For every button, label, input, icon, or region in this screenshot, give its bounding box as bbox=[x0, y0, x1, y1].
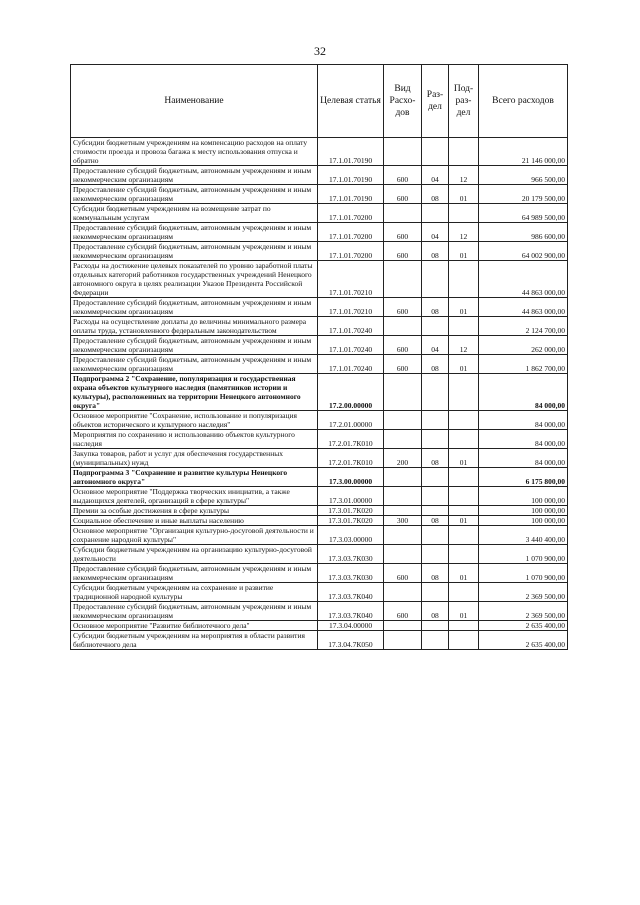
row-total: 44 863 000,00 bbox=[479, 261, 568, 298]
table-row bbox=[71, 261, 568, 298]
row-name: Основное мероприятие "Организация культурно-досуговой деятельности и сохранение народной культуры" bbox=[71, 526, 318, 545]
row-code: 17.1.01.70240 bbox=[318, 355, 384, 374]
row-podrazdel: 01 bbox=[449, 355, 479, 374]
header-razdel: Раз-дел bbox=[422, 65, 449, 138]
row-code: 17.1.01.70200 bbox=[318, 223, 384, 242]
row-razdel bbox=[422, 430, 449, 449]
row-total: 100 000,00 bbox=[479, 516, 568, 526]
row-name: Предоставление субсидий бюджетным, автономным учреждениям и иным некоммерческим организациям bbox=[71, 564, 318, 583]
row-razdel: 08 bbox=[422, 564, 449, 583]
row-podrazdel bbox=[449, 621, 479, 631]
row-vid bbox=[384, 261, 422, 298]
row-code: 17.3.03.00000 bbox=[318, 526, 384, 545]
row-name: Основное мероприятие "Развитие библиотечного дела" bbox=[71, 621, 318, 631]
table-row bbox=[71, 487, 568, 506]
row-name: Субсидии бюджетным учреждениям на компенсацию расходов на оплату стоимости проезда и провоза багажа к месту использования отпуска и обратно bbox=[71, 138, 318, 166]
row-razdel bbox=[422, 261, 449, 298]
row-vid bbox=[384, 204, 422, 223]
row-name: Субсидии бюджетным учреждениям на возмещение затрат по коммунальным услугам bbox=[71, 204, 318, 223]
table-row bbox=[71, 317, 568, 336]
row-code: 17.3.03.7К030 bbox=[318, 545, 384, 564]
table-row bbox=[71, 545, 568, 564]
row-code: 17.2.00.00000 bbox=[318, 374, 384, 411]
row-podrazdel: 01 bbox=[449, 185, 479, 204]
row-vid bbox=[384, 526, 422, 545]
row-podrazdel: 01 bbox=[449, 298, 479, 317]
row-razdel bbox=[422, 411, 449, 430]
row-razdel bbox=[422, 204, 449, 223]
row-total: 100 000,00 bbox=[479, 506, 568, 516]
row-razdel: 08 bbox=[422, 516, 449, 526]
row-code: 17.1.01.70200 bbox=[318, 242, 384, 261]
row-name: Расходы на осуществление доплаты до величины минимального размера оплаты труда, установленного федеральным законодательством bbox=[71, 317, 318, 336]
row-total: 3 440 400,00 bbox=[479, 526, 568, 545]
row-podrazdel bbox=[449, 506, 479, 516]
row-code: 17.3.01.7К020 bbox=[318, 506, 384, 516]
row-code: 17.2.01.00000 bbox=[318, 411, 384, 430]
row-vid: 200 bbox=[384, 449, 422, 468]
row-name: Предоставление субсидий бюджетным, автономным учреждениям и иным некоммерческим организациям bbox=[71, 223, 318, 242]
row-vid bbox=[384, 138, 422, 166]
row-total: 2 369 500,00 bbox=[479, 602, 568, 621]
row-podrazdel: 12 bbox=[449, 336, 479, 355]
row-code: 17.1.01.70200 bbox=[318, 204, 384, 223]
row-vid: 600 bbox=[384, 298, 422, 317]
row-name: Предоставление субсидий бюджетным, автономным учреждениям и иным некоммерческим организациям bbox=[71, 185, 318, 204]
row-total: 21 146 000,00 bbox=[479, 138, 568, 166]
table-row bbox=[71, 621, 568, 631]
row-total: 44 863 000,00 bbox=[479, 298, 568, 317]
row-razdel bbox=[422, 138, 449, 166]
row-vid: 300 bbox=[384, 516, 422, 526]
row-podrazdel bbox=[449, 204, 479, 223]
table-row bbox=[71, 204, 568, 223]
row-name: Расходы на достижение целевых показателей по уровню заработной платы отдельных категорий работников государственных учреждений Ненецкого автономного округа в целях реализации Указов Президента Российской Федерации bbox=[71, 261, 318, 298]
row-vid bbox=[384, 506, 422, 516]
row-total: 2 635 400,00 bbox=[479, 631, 568, 650]
row-vid bbox=[384, 621, 422, 631]
row-name: Премии за особые достижения в сфере культуры bbox=[71, 506, 318, 516]
table-row bbox=[71, 506, 568, 516]
row-total: 84 000,00 bbox=[479, 430, 568, 449]
row-total: 2 369 500,00 bbox=[479, 583, 568, 602]
row-vid bbox=[384, 411, 422, 430]
row-name: Субсидии бюджетным учреждениям на сохранение и развитие традиционной народной культуры bbox=[71, 583, 318, 602]
row-name: Предоставление субсидий бюджетным, автономным учреждениям и иным некоммерческим организациям bbox=[71, 242, 318, 261]
row-vid: 600 bbox=[384, 564, 422, 583]
row-name: Подпрограмма 3 "Сохранение и развитие культуры Ненецкого автономного округа" bbox=[71, 468, 318, 487]
table-row bbox=[71, 430, 568, 449]
table-row bbox=[71, 298, 568, 317]
row-name: Предоставление субсидий бюджетным, автономным учреждениям и иным некоммерческим организациям bbox=[71, 602, 318, 621]
row-code: 17.2.01.7К010 bbox=[318, 449, 384, 468]
row-code: 17.1.01.70240 bbox=[318, 336, 384, 355]
row-total: 84 000,00 bbox=[479, 374, 568, 411]
row-vid bbox=[384, 468, 422, 487]
header-podrazdel: Под-раз-дел bbox=[449, 65, 479, 138]
row-code: 17.3.00.00000 bbox=[318, 468, 384, 487]
row-vid: 600 bbox=[384, 242, 422, 261]
row-podrazdel bbox=[449, 430, 479, 449]
row-podrazdel bbox=[449, 261, 479, 298]
row-razdel bbox=[422, 506, 449, 516]
row-name: Социальное обеспечение и иные выплаты населению bbox=[71, 516, 318, 526]
row-code: 17.1.01.70190 bbox=[318, 166, 384, 185]
row-total: 1 070 900,00 bbox=[479, 545, 568, 564]
table-header-row bbox=[71, 65, 568, 138]
row-podrazdel: 01 bbox=[449, 564, 479, 583]
table-row bbox=[71, 526, 568, 545]
row-razdel: 08 bbox=[422, 242, 449, 261]
row-name: Основное мероприятие "Поддержка творческих инициатив, а также выдающихся деятелей, организаций в сфере культуры" bbox=[71, 487, 318, 506]
row-razdel bbox=[422, 545, 449, 564]
row-total: 64 002 900,00 bbox=[479, 242, 568, 261]
table-row bbox=[71, 583, 568, 602]
row-code: 17.3.03.7К040 bbox=[318, 583, 384, 602]
row-razdel: 08 bbox=[422, 185, 449, 204]
row-total: 20 179 500,00 bbox=[479, 185, 568, 204]
header-total: Всего расходов bbox=[479, 65, 568, 138]
row-vid bbox=[384, 430, 422, 449]
row-podrazdel bbox=[449, 317, 479, 336]
row-name: Основное мероприятие "Сохранение, использование и популяризация объектов исторического и культурного наследия" bbox=[71, 411, 318, 430]
table-row bbox=[71, 516, 568, 526]
row-code: 17.1.01.70210 bbox=[318, 298, 384, 317]
row-razdel bbox=[422, 526, 449, 545]
row-podrazdel bbox=[449, 138, 479, 166]
row-code: 17.3.01.7К020 bbox=[318, 516, 384, 526]
row-vid: 600 bbox=[384, 166, 422, 185]
row-name: Подпрограмма 2 "Сохранение, популяризация и государственная охрана объектов культурного наследия (памятников истории и культуры), расположенных на территории Ненецкого автономного округа" bbox=[71, 374, 318, 411]
table-row bbox=[71, 166, 568, 185]
row-razdel: 08 bbox=[422, 449, 449, 468]
row-code: 17.1.01.70190 bbox=[318, 138, 384, 166]
row-total: 966 500,00 bbox=[479, 166, 568, 185]
table-row bbox=[71, 468, 568, 487]
row-name: Предоставление субсидий бюджетным, автономным учреждениям и иным некоммерческим организациям bbox=[71, 298, 318, 317]
row-vid bbox=[384, 631, 422, 650]
row-code: 17.1.01.70210 bbox=[318, 261, 384, 298]
table-row bbox=[71, 242, 568, 261]
table-row bbox=[71, 449, 568, 468]
row-vid bbox=[384, 545, 422, 564]
row-razdel: 04 bbox=[422, 223, 449, 242]
row-total: 64 989 500,00 bbox=[479, 204, 568, 223]
row-vid: 600 bbox=[384, 336, 422, 355]
row-code: 17.3.04.7К050 bbox=[318, 631, 384, 650]
row-vid: 600 bbox=[384, 602, 422, 621]
row-total: 986 600,00 bbox=[479, 223, 568, 242]
row-name: Субсидии бюджетным учреждениям на мероприятия в области развития библиотечного дела bbox=[71, 631, 318, 650]
row-total: 262 000,00 bbox=[479, 336, 568, 355]
row-vid: 600 bbox=[384, 355, 422, 374]
row-total: 1 070 900,00 bbox=[479, 564, 568, 583]
row-razdel: 08 bbox=[422, 298, 449, 317]
row-code: 17.3.04.00000 bbox=[318, 621, 384, 631]
row-podrazdel bbox=[449, 374, 479, 411]
row-total: 84 000,00 bbox=[479, 449, 568, 468]
row-name: Предоставление субсидий бюджетным, автономным учреждениям и иным некоммерческим организациям bbox=[71, 166, 318, 185]
row-code: 17.3.03.7К040 bbox=[318, 602, 384, 621]
row-name: Предоставление субсидий бюджетным, автономным учреждениям и иным некоммерческим организациям bbox=[71, 355, 318, 374]
table-row bbox=[71, 355, 568, 374]
row-razdel bbox=[422, 631, 449, 650]
table-row bbox=[71, 411, 568, 430]
row-code: 17.2.01.7К010 bbox=[318, 430, 384, 449]
budget-table bbox=[70, 64, 568, 650]
row-podrazdel bbox=[449, 487, 479, 506]
row-code: 17.3.03.7К030 bbox=[318, 564, 384, 583]
row-vid: 600 bbox=[384, 185, 422, 204]
table-row bbox=[71, 223, 568, 242]
row-podrazdel: 01 bbox=[449, 516, 479, 526]
table-row bbox=[71, 374, 568, 411]
page-number: 32 bbox=[314, 44, 326, 58]
row-code: 17.3.01.00000 bbox=[318, 487, 384, 506]
row-podrazdel bbox=[449, 545, 479, 564]
row-podrazdel: 01 bbox=[449, 602, 479, 621]
row-vid bbox=[384, 374, 422, 411]
row-total: 84 000,00 bbox=[479, 411, 568, 430]
table-row bbox=[71, 185, 568, 204]
row-razdel bbox=[422, 374, 449, 411]
row-vid bbox=[384, 317, 422, 336]
row-code: 17.1.01.70240 bbox=[318, 317, 384, 336]
row-podrazdel: 01 bbox=[449, 242, 479, 261]
row-podrazdel: 01 bbox=[449, 449, 479, 468]
table-row bbox=[71, 631, 568, 650]
row-podrazdel bbox=[449, 583, 479, 602]
row-total: 100 000,00 bbox=[479, 487, 568, 506]
row-code: 17.1.01.70190 bbox=[318, 185, 384, 204]
row-razdel bbox=[422, 583, 449, 602]
header-name: Наименование bbox=[71, 65, 318, 138]
header-code: Целевая статья bbox=[318, 65, 384, 138]
row-razdel: 04 bbox=[422, 336, 449, 355]
row-total: 1 862 700,00 bbox=[479, 355, 568, 374]
row-razdel bbox=[422, 487, 449, 506]
row-razdel bbox=[422, 468, 449, 487]
row-name: Субсидии бюджетным учреждениям на организацию культурно-досуговой деятельности bbox=[71, 545, 318, 564]
row-name: Мероприятия по сохранению и использованию объектов культурного наследия bbox=[71, 430, 318, 449]
row-name: Закупка товаров, работ и услуг для обеспечения государственных (муниципальных) нужд bbox=[71, 449, 318, 468]
table-row bbox=[71, 138, 568, 166]
row-razdel: 08 bbox=[422, 602, 449, 621]
row-razdel bbox=[422, 317, 449, 336]
table-row bbox=[71, 602, 568, 621]
row-razdel: 08 bbox=[422, 355, 449, 374]
row-podrazdel bbox=[449, 526, 479, 545]
row-podrazdel: 12 bbox=[449, 166, 479, 185]
row-razdel: 04 bbox=[422, 166, 449, 185]
row-vid: 600 bbox=[384, 223, 422, 242]
row-total: 2 124 700,00 bbox=[479, 317, 568, 336]
row-podrazdel bbox=[449, 631, 479, 650]
row-podrazdel: 12 bbox=[449, 223, 479, 242]
row-total: 2 635 400,00 bbox=[479, 621, 568, 631]
header-vid: Вид Расхо-дов bbox=[384, 65, 422, 138]
table-row bbox=[71, 564, 568, 583]
row-vid bbox=[384, 487, 422, 506]
row-total: 6 175 800,00 bbox=[479, 468, 568, 487]
row-razdel bbox=[422, 621, 449, 631]
row-vid bbox=[384, 583, 422, 602]
row-podrazdel bbox=[449, 411, 479, 430]
row-podrazdel bbox=[449, 468, 479, 487]
row-name: Предоставление субсидий бюджетным, автономным учреждениям и иным некоммерческим организациям bbox=[71, 336, 318, 355]
table-row bbox=[71, 336, 568, 355]
